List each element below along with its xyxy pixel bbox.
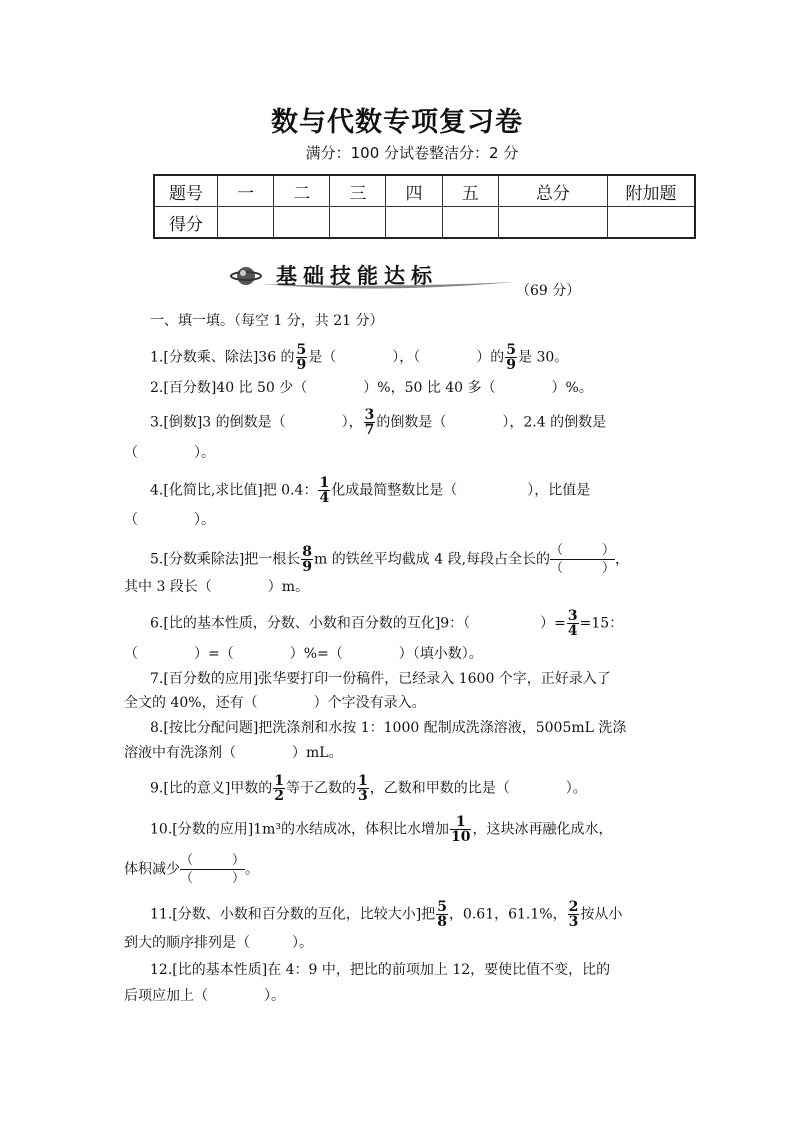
fraction-denominator: 8 xyxy=(437,914,447,930)
fraction-denominator: 9 xyxy=(506,357,517,373)
question-6-cont: （ ）=（ ）%=（ ）（填小数）。 xyxy=(124,646,483,662)
answer-fraction-blank[interactable] xyxy=(180,852,245,887)
question-text: 3.[倒数]3 的倒数是（ ）， xyxy=(150,414,363,431)
part1-heading: 一、填一填。（每空 1 分，共 21 分） xyxy=(150,313,384,329)
question-2: 2.[百分数]40 比 50 少（ ）%，50 比 40 多（ ）%。 xyxy=(150,380,593,396)
fraction xyxy=(318,476,330,505)
score-table-score-row xyxy=(154,207,695,239)
score-cell xyxy=(442,207,498,239)
fraction-denominator: 2 xyxy=(274,788,285,804)
question-7: 7.[百分数的应用]张华要打印一份稿件，已经录入 1600 个字，正好录入了 xyxy=(150,671,611,687)
score-header-cell: 二 xyxy=(274,175,330,207)
question-text: 化成最简整数比是（ ），比值是 xyxy=(331,482,591,499)
fraction xyxy=(364,408,376,437)
fraction-numerator: 1 xyxy=(274,773,285,789)
question-text: 体积减少 xyxy=(124,861,180,878)
question-text: 6.[比的基本性质，分数、小数和百分数的互化]9：（ ）= xyxy=(150,615,566,632)
question-11 xyxy=(150,900,622,929)
question-8: 8.[按比分配问题]把洗涤剂和水按 1：1000 配制成洗涤溶液，5005mL 洗涤 xyxy=(150,720,627,736)
section-score: （69 分） xyxy=(516,283,581,299)
fraction xyxy=(567,609,579,638)
fraction-denominator: 3 xyxy=(568,914,579,930)
fraction xyxy=(505,343,517,372)
page-title: 数与代数专项复习卷 xyxy=(271,107,523,138)
question-12-cont: 后项应加上（ ）。 xyxy=(124,988,285,1004)
blank-numerator: （ ） xyxy=(180,853,246,868)
fraction-numerator: 5 xyxy=(437,899,447,915)
fraction-numerator: 1 xyxy=(319,475,330,491)
question-text: 10.[分数的应用]1m³的水结成冰，体积比水增加 xyxy=(150,821,449,838)
blank-denominator: （ ） xyxy=(550,561,616,576)
question-text: 11.[分数、小数和百分数的互化，比较大小]把 xyxy=(150,906,436,923)
question-6 xyxy=(150,609,623,638)
question-3-cont: （ ）。 xyxy=(124,445,215,461)
fraction xyxy=(357,774,369,803)
blank-numerator: （ ） xyxy=(550,543,616,558)
question-5 xyxy=(150,542,629,577)
score-header-cell: 题号 xyxy=(154,175,218,207)
score-cell xyxy=(330,207,386,239)
question-11-cont: 到大的顺序排列是（ ）。 xyxy=(124,935,313,951)
score-header-cell: 总分 xyxy=(498,175,607,207)
question-text: ，乙数和甲数的比是（ ）。 xyxy=(369,780,587,797)
fraction-numerator: 3 xyxy=(567,608,578,624)
question-10 xyxy=(150,815,612,844)
question-text: ，这块冰再融化成水， xyxy=(472,821,613,838)
question-text: 的倒数是（ ），2.4 的倒数是 xyxy=(376,414,607,431)
question-7-cont: 全文的 40%，还有（ ）个字没有录入。 xyxy=(124,695,426,711)
score-header-cell: 三 xyxy=(330,175,386,207)
question-10-cont xyxy=(124,852,259,887)
score-row-label: 得分 xyxy=(154,207,218,239)
question-text: m 的铁丝平均截成 4 段,每段占全长的 xyxy=(314,551,551,568)
fraction-denominator: 9 xyxy=(296,357,307,373)
question-text: 1.[分数乘、除法]36 的 xyxy=(150,349,295,366)
section-title: 基础技能达标 xyxy=(276,264,438,288)
score-header-cell: 四 xyxy=(386,175,442,207)
fraction-numerator: 1 xyxy=(358,773,368,789)
question-text: ， xyxy=(615,551,630,568)
fraction-denominator: 4 xyxy=(567,623,578,639)
question-text: 5.[分数乘除法]把一根长 xyxy=(150,551,301,568)
fraction xyxy=(436,900,448,929)
score-cell xyxy=(608,207,696,239)
question-text: 是（ ），（ ）的 xyxy=(308,349,505,366)
question-12: 12.[比的基本性质]在 4：9 中，把比的前项加上 12，要使比值不变，比的 xyxy=(150,962,611,978)
question-text: 4.[化简比,求比值]把 0.4： xyxy=(150,482,318,499)
question-4 xyxy=(150,476,590,505)
score-header-cell: 附加题 xyxy=(608,175,696,207)
fraction-denominator: 3 xyxy=(358,788,368,804)
page-subtitle: 满分：100 分试卷整洁分：2 分 xyxy=(305,144,519,162)
score-cell xyxy=(218,207,274,239)
score-header-cell: 五 xyxy=(442,175,498,207)
fraction xyxy=(273,774,285,803)
question-text: 是 30。 xyxy=(518,349,569,366)
question-text: ，0.61，61.1%， xyxy=(448,906,567,923)
question-text: 9.[比的意义]甲数的 xyxy=(150,780,273,797)
fraction-numerator: 5 xyxy=(506,342,517,358)
fraction-denominator: 10 xyxy=(450,829,471,845)
fraction-numerator: 5 xyxy=(296,342,307,358)
question-text: 等于乙数的 xyxy=(286,780,357,797)
fraction-numerator: 3 xyxy=(364,407,375,423)
fraction xyxy=(568,900,580,929)
score-header-cell: 一 xyxy=(218,175,274,207)
blank-denominator: （ ） xyxy=(180,871,246,886)
question-5-cont: 其中 3 段长（ ）m。 xyxy=(124,579,310,595)
question-text: =15： xyxy=(579,615,624,632)
fraction-numerator: 8 xyxy=(302,544,313,560)
question-3 xyxy=(150,408,606,437)
fraction-denominator: 7 xyxy=(364,422,375,438)
fraction-denominator: 9 xyxy=(302,559,313,575)
fraction-denominator: 4 xyxy=(319,490,330,506)
score-cell xyxy=(386,207,442,239)
score-cell xyxy=(498,207,607,239)
question-4-cont: （ ）。 xyxy=(124,512,215,528)
question-9 xyxy=(150,774,587,803)
fraction xyxy=(450,815,471,844)
question-8-cont: 溶液中有洗涤剂（ ）mL。 xyxy=(124,745,343,761)
fraction xyxy=(296,343,308,372)
fraction xyxy=(301,545,313,574)
question-text: 按从小 xyxy=(580,906,623,923)
score-cell xyxy=(274,207,330,239)
question-1 xyxy=(150,343,568,372)
fraction-numerator: 1 xyxy=(450,815,471,830)
score-table-header-row xyxy=(154,175,695,207)
fraction-numerator: 2 xyxy=(568,899,579,915)
question-text: 。 xyxy=(245,861,260,878)
score-table xyxy=(153,174,696,239)
answer-fraction-blank[interactable] xyxy=(550,542,615,577)
